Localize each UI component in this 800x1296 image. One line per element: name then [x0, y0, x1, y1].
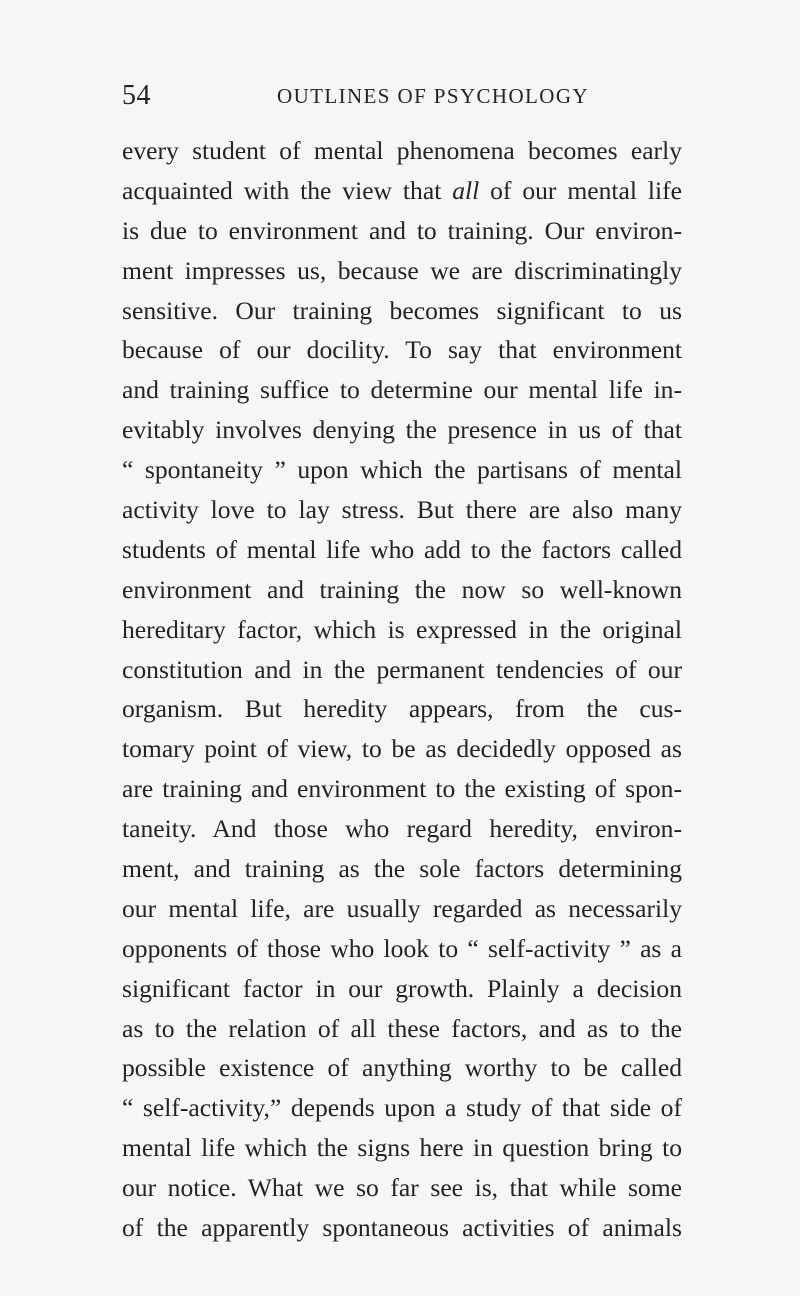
page-number: 54 [122, 80, 151, 111]
text-line: is due to environment and to training. Our environ- [122, 215, 682, 245]
text-line: organism. But heredity appears, from the cus- [122, 694, 682, 724]
text-line: our mental life, are usually regarded as necessarily [122, 893, 682, 923]
body-text [122, 131, 682, 1248]
text-line: significant factor in our growth. Plainly a decision [122, 973, 682, 1003]
text-line: possible existence of anything worthy to be called [122, 1053, 682, 1083]
text-line: sensitive. Our training becomes significant to us [122, 295, 682, 325]
running-title: OUTLINES OF PSYCHOLOGY [277, 84, 589, 108]
text-line: “ spontaneity ” upon which the partisans of mental [122, 455, 682, 485]
text-line: opponents of those who look to “ self-activity ” as a [122, 933, 682, 963]
text-line: and training suffice to determine our mental life in- [122, 375, 682, 405]
text-line: students of mental life who add to the factors called [122, 534, 682, 564]
italic-word: all [452, 175, 480, 205]
text-segment: of our mental life [479, 175, 682, 205]
text-line: mental life which the signs here in question bring to [122, 1133, 682, 1163]
text-line: activity love to lay stress. But there are also many [122, 495, 682, 525]
text-line: environment and training the now so well-known [122, 574, 682, 604]
text-line: evitably involves denying the presence in us of that [122, 415, 682, 445]
running-head [122, 80, 682, 120]
text-line: hereditary factor, which is expressed in the original [122, 614, 682, 644]
text-line: as to the relation of all these factors, and as to the [122, 1013, 682, 1043]
text-segment: acquainted with the view that [122, 175, 453, 205]
text-line: constitution and in the permanent tendencies of our [122, 654, 682, 684]
text-line [122, 171, 682, 211]
text-line: of the apparently spontaneous activities of animals [122, 1213, 682, 1243]
text-line: “ self-activity,” depends upon a study of that side of [122, 1093, 682, 1123]
text-line: taneity. And those who regard heredity, environ- [122, 814, 682, 844]
text-line: our notice. What we so far see is, that while some [122, 1173, 682, 1203]
text-line: every student of mental phenomena becomes early [122, 136, 682, 165]
text-line: because of our docility. To say that environment [122, 335, 682, 365]
text-line: are training and environment to the existing of spon- [122, 774, 682, 804]
text-line: ment impresses us, because we are discriminatingly [122, 255, 682, 285]
text-line: tomary point of view, to be as decidedly opposed as [122, 734, 682, 764]
text-line: ment, and training as the sole factors determining [122, 854, 682, 884]
